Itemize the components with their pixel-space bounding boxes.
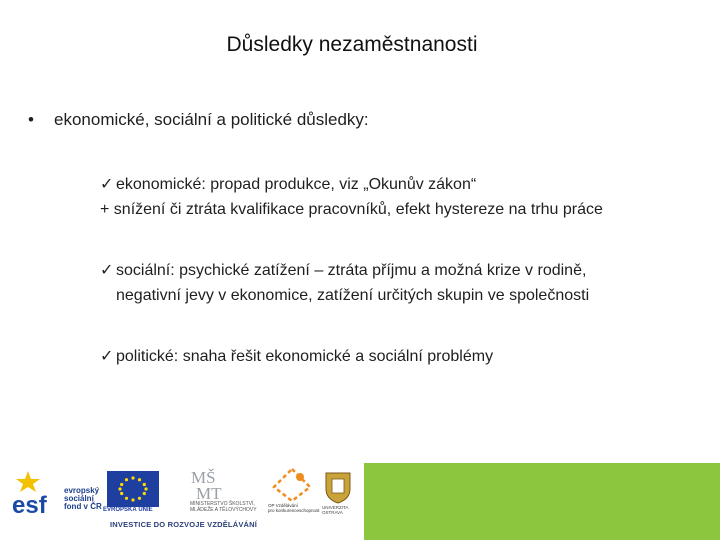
sub-item-social-line2: negativní jevy v ekonomice, zatížení určitých skupin ve společnosti bbox=[116, 287, 590, 304]
footer-logo-strip bbox=[0, 463, 364, 540]
sub-item-economic-line1: ekonomické: propad produkce, viz „Okunův zákon“ bbox=[116, 176, 477, 193]
sub-item-political-line1: politické: snaha řešit ekonomické a sociální problémy bbox=[116, 348, 494, 365]
checkmark-icon: ✓ bbox=[100, 176, 114, 193]
sub-item-political bbox=[100, 344, 493, 369]
msmt-line: MINISTERSTVO ŠKOLSTVÍ, bbox=[190, 501, 255, 507]
bullet-dot-icon: • bbox=[28, 110, 34, 129]
checkmark-icon: ✓ bbox=[100, 348, 114, 365]
eu-flag-icon bbox=[107, 471, 159, 507]
esf-text-block bbox=[64, 487, 102, 511]
main-bullet bbox=[28, 110, 369, 130]
eu-label: EVROPSKÁ UNIE bbox=[103, 507, 153, 513]
op-line: OP Vzdělávání bbox=[268, 503, 298, 508]
esf-line: evropský bbox=[64, 486, 100, 495]
op-label bbox=[268, 503, 320, 513]
slide-title: Důsledky nezaměstnanosti bbox=[226, 33, 478, 56]
op-line: pro konkurenceschopnost bbox=[268, 508, 320, 513]
investment-tagline: INVESTICE DO ROZVOJE VZDĚLÁVÁNÍ bbox=[110, 520, 258, 529]
msmt-line: MLÁDEŽE A TĚLOVÝCHOVY bbox=[190, 507, 257, 513]
sub-item-social bbox=[100, 258, 589, 308]
sub-item-economic bbox=[100, 172, 603, 222]
esf-logo-icon bbox=[10, 469, 68, 517]
sub-item-social-line1: sociální: psychické zatížení – ztráta příjmu a možná krize v rodině, bbox=[116, 262, 587, 279]
esf-wordmark: esf bbox=[12, 492, 47, 517]
main-bullet-text: ekonomické, sociální a politické důsledky: bbox=[54, 110, 369, 129]
university-label: UNIVERZITA OSTRAVA bbox=[322, 505, 349, 515]
svg-text:MŠ: MŠ bbox=[191, 468, 216, 487]
sub-item-economic-line2: + snížení či ztráta kvalifikace pracovníků, efekt hystereze na trhu práce bbox=[100, 201, 603, 218]
university-crest-icon bbox=[322, 469, 354, 505]
svg-text:MT: MT bbox=[196, 484, 222, 501]
esf-line: sociální bbox=[64, 494, 94, 503]
msmt-label bbox=[190, 501, 257, 513]
esf-line: fond v ČR bbox=[64, 502, 102, 511]
footer-green-bar bbox=[364, 463, 720, 540]
msmt-logo-icon bbox=[188, 467, 228, 501]
checkmark-icon: ✓ bbox=[100, 262, 114, 279]
op-logo-icon bbox=[272, 467, 312, 503]
